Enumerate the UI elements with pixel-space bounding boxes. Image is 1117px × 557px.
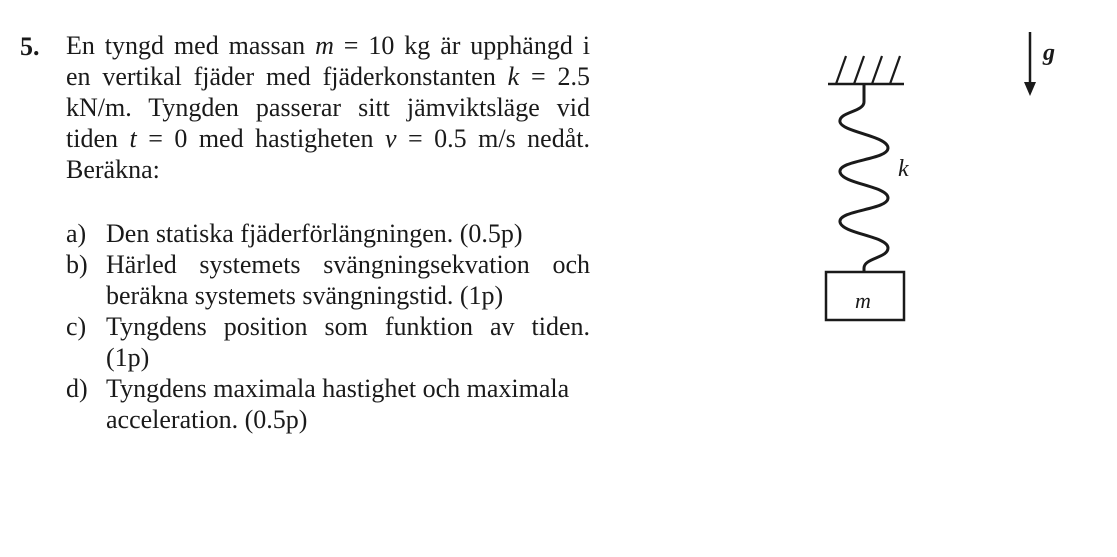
subquestions-list: [66, 218, 590, 435]
subquestion-b-line-2: beräkna systemets svängningstid. (1p): [106, 281, 504, 310]
subquestion-b-text: [106, 249, 590, 311]
statement-line-1: En tyngd med massan m = 10 kg är upphängd i: [66, 31, 590, 60]
subquestion-d-text: [106, 373, 590, 435]
problem-number: 5.: [20, 32, 40, 61]
problem-statement: [66, 30, 590, 185]
statement-line-3: kN/m. Tyngden passerar sitt jämviktsläge vid: [66, 93, 590, 122]
subquestion-b-line-1: Härled systemets svängningsekvation och: [106, 250, 590, 279]
subquestion-c-line-1: Tyngdens position som funktion av tiden.: [106, 312, 590, 341]
subquestion-a-line-1: Den statiska fjäderförlängningen. (0.5p): [106, 219, 523, 248]
subquestion-c-label: c): [66, 312, 87, 341]
subquestion-b: [66, 249, 590, 311]
statement-line-4: tiden t = 0 med hastigheten v = 0.5 m/s nedåt.: [66, 124, 590, 153]
ceiling-hatching: [836, 56, 900, 84]
subquestion-a-text: [106, 218, 590, 249]
mass-label: m: [855, 288, 871, 313]
spring: [840, 84, 888, 272]
statement-line-5: Beräkna:: [66, 155, 160, 184]
subquestion-b-label: b): [66, 250, 88, 279]
subquestion-d-line-2: acceleration. (0.5p): [106, 405, 308, 434]
statement-line-2: en vertikal fjäder med fjäderkonstanten k = 2.5: [66, 62, 590, 91]
subquestion-d: [66, 373, 590, 435]
subquestion-d-line-1: Tyngdens maximala hastighet och maximala: [106, 374, 570, 403]
subquestion-a: [66, 218, 590, 249]
subquestion-a-label: a): [66, 219, 87, 248]
spring-constant-label: k: [898, 156, 909, 182]
gravity-label: g: [1043, 40, 1055, 66]
subquestion-c: [66, 311, 590, 373]
subquestion-d-label: d): [66, 374, 88, 403]
subquestion-c-text: [106, 311, 590, 373]
subquestion-c-line-2: (1p): [106, 343, 150, 372]
